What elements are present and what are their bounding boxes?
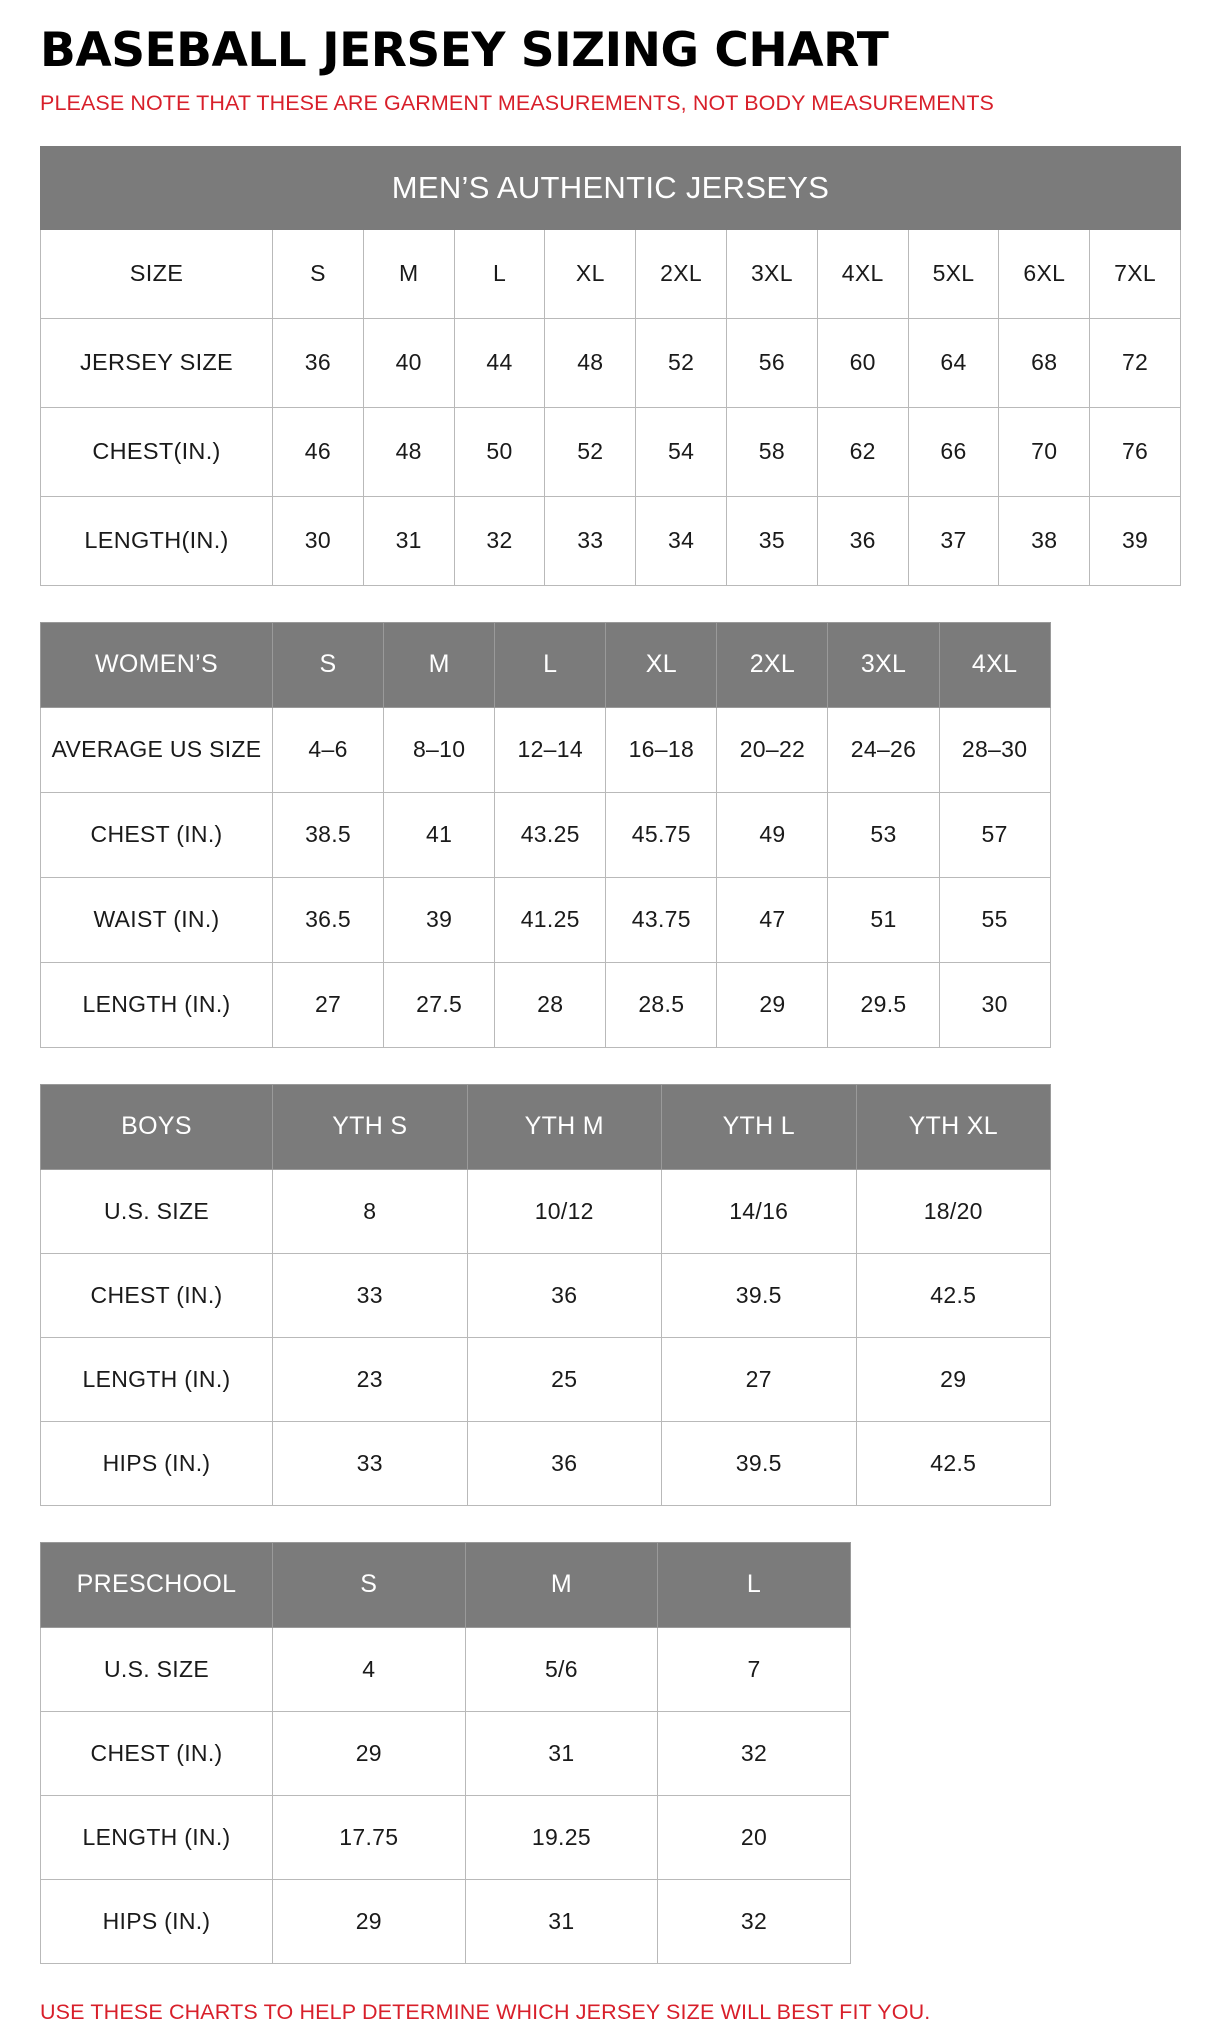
boys-cell: 23 <box>273 1337 468 1421</box>
table-row <box>41 1711 851 1795</box>
mens-col-m: M <box>363 229 454 318</box>
table-row <box>41 1421 1051 1505</box>
womens-cell: 8–10 <box>384 707 495 792</box>
boys-sizing-table <box>40 1084 1051 1506</box>
table-row <box>41 496 1181 585</box>
boys-cell: 36 <box>467 1421 662 1505</box>
preschool-row-label: CHEST (IN.) <box>41 1711 273 1795</box>
preschool-cell: 31 <box>465 1879 658 1963</box>
table-row <box>41 1627 851 1711</box>
womens-cell: 41.25 <box>495 877 606 962</box>
table-row <box>41 877 1051 962</box>
womens-cell: 55 <box>939 877 1050 962</box>
preschool-cell: 19.25 <box>465 1795 658 1879</box>
womens-cell: 24–26 <box>828 707 939 792</box>
mens-col-2xl: 2XL <box>636 229 727 318</box>
boys-cell: 36 <box>467 1253 662 1337</box>
womens-cell: 57 <box>939 792 1050 877</box>
preschool-cell: 32 <box>658 1711 851 1795</box>
preschool-col-s: S <box>273 1542 466 1627</box>
mens-cell: 46 <box>273 407 364 496</box>
mens-cell: 36 <box>817 496 908 585</box>
womens-row-label: WAIST (IN.) <box>41 877 273 962</box>
womens-cell: 16–18 <box>606 707 717 792</box>
womens-col-m: M <box>384 622 495 707</box>
table-row <box>41 707 1051 792</box>
womens-cell: 43.75 <box>606 877 717 962</box>
womens-col-4xl: 4XL <box>939 622 1050 707</box>
table-row <box>41 1795 851 1879</box>
womens-col-s: S <box>273 622 384 707</box>
boys-cell: 14/16 <box>662 1169 857 1253</box>
table-row <box>41 792 1051 877</box>
womens-col-label: WOMEN’S <box>41 622 273 707</box>
table-row <box>41 318 1181 407</box>
womens-cell: 27.5 <box>384 962 495 1047</box>
boys-cell: 29 <box>856 1337 1051 1421</box>
mens-cell: 52 <box>636 318 727 407</box>
boys-row-label: HIPS (IN.) <box>41 1421 273 1505</box>
womens-col-l: L <box>495 622 606 707</box>
footer-note: USE THESE CHARTS TO HELP DETERMINE WHICH JERSEY SIZE WILL BEST FIT YOU. <box>40 1999 931 2024</box>
womens-cell: 29.5 <box>828 962 939 1047</box>
womens-cell: 27 <box>273 962 384 1047</box>
mens-header-row <box>41 229 1181 318</box>
measurement-note: PLEASE NOTE THAT THESE ARE GARMENT MEASUREMENTS, NOT BODY MEASUREMENTS <box>40 91 994 116</box>
boys-row-label: CHEST (IN.) <box>41 1253 273 1337</box>
preschool-row-label: U.S. SIZE <box>41 1627 273 1711</box>
preschool-cell: 32 <box>658 1879 851 1963</box>
preschool-header-row <box>41 1542 851 1627</box>
womens-cell: 28–30 <box>939 707 1050 792</box>
womens-cell: 36.5 <box>273 877 384 962</box>
mens-cell: 58 <box>726 407 817 496</box>
table-row <box>41 1337 1051 1421</box>
womens-col-2xl: 2XL <box>717 622 828 707</box>
boys-cell: 39.5 <box>662 1421 857 1505</box>
mens-cell: 54 <box>636 407 727 496</box>
womens-cell: 39 <box>384 877 495 962</box>
mens-cell: 36 <box>273 318 364 407</box>
preschool-col-l: L <box>658 1542 851 1627</box>
mens-cell: 34 <box>636 496 727 585</box>
mens-cell: 72 <box>1090 318 1181 407</box>
mens-cell: 31 <box>363 496 454 585</box>
mens-row-label: JERSEY SIZE <box>41 318 273 407</box>
boys-col-yth-xl: YTH XL <box>856 1084 1051 1169</box>
boys-cell: 27 <box>662 1337 857 1421</box>
preschool-cell: 4 <box>273 1627 466 1711</box>
mens-cell: 56 <box>726 318 817 407</box>
mens-col-7xl: 7XL <box>1090 229 1181 318</box>
womens-col-3xl: 3XL <box>828 622 939 707</box>
womens-cell: 28.5 <box>606 962 717 1047</box>
boys-cell: 25 <box>467 1337 662 1421</box>
preschool-cell: 20 <box>658 1795 851 1879</box>
womens-cell: 43.25 <box>495 792 606 877</box>
womens-cell: 20–22 <box>717 707 828 792</box>
mens-col-xl: XL <box>545 229 636 318</box>
boys-col-yth-m: YTH M <box>467 1084 662 1169</box>
mens-cell: 52 <box>545 407 636 496</box>
mens-cell: 62 <box>817 407 908 496</box>
preschool-cell: 31 <box>465 1711 658 1795</box>
boys-cell: 8 <box>273 1169 468 1253</box>
womens-cell: 41 <box>384 792 495 877</box>
womens-sizing-table <box>40 622 1051 1048</box>
mens-row-label: LENGTH(IN.) <box>41 496 273 585</box>
mens-col-6xl: 6XL <box>999 229 1090 318</box>
mens-col-size: SIZE <box>41 229 273 318</box>
mens-cell: 76 <box>1090 407 1181 496</box>
mens-cell: 35 <box>726 496 817 585</box>
mens-cell: 33 <box>545 496 636 585</box>
preschool-cell: 7 <box>658 1627 851 1711</box>
table-row <box>41 407 1181 496</box>
preschool-cell: 5/6 <box>465 1627 658 1711</box>
mens-cell: 70 <box>999 407 1090 496</box>
mens-cell: 60 <box>817 318 908 407</box>
boys-cell: 42.5 <box>856 1253 1051 1337</box>
preschool-row-label: LENGTH (IN.) <box>41 1795 273 1879</box>
mens-cell: 48 <box>545 318 636 407</box>
womens-row-label: LENGTH (IN.) <box>41 962 273 1047</box>
boys-col-yth-l: YTH L <box>662 1084 857 1169</box>
mens-col-s: S <box>273 229 364 318</box>
table-row <box>41 1169 1051 1253</box>
boys-col-yth-s: YTH S <box>273 1084 468 1169</box>
womens-cell: 30 <box>939 962 1050 1047</box>
mens-cell: 30 <box>273 496 364 585</box>
table-row <box>41 962 1051 1047</box>
womens-cell: 28 <box>495 962 606 1047</box>
preschool-cell: 29 <box>273 1711 466 1795</box>
boys-cell: 39.5 <box>662 1253 857 1337</box>
table-row <box>41 1879 851 1963</box>
mens-col-3xl: 3XL <box>726 229 817 318</box>
mens-cell: 68 <box>999 318 1090 407</box>
mens-cell: 39 <box>1090 496 1181 585</box>
womens-cell: 53 <box>828 792 939 877</box>
womens-cell: 38.5 <box>273 792 384 877</box>
boys-header-row <box>41 1084 1051 1169</box>
table-row <box>41 1253 1051 1337</box>
womens-cell: 29 <box>717 962 828 1047</box>
preschool-col-label: PRESCHOOL <box>41 1542 273 1627</box>
boys-cell: 18/20 <box>856 1169 1051 1253</box>
mens-cell: 40 <box>363 318 454 407</box>
womens-cell: 47 <box>717 877 828 962</box>
womens-row-label: CHEST (IN.) <box>41 792 273 877</box>
mens-row-label: CHEST(IN.) <box>41 407 273 496</box>
mens-col-5xl: 5XL <box>908 229 999 318</box>
womens-cell: 45.75 <box>606 792 717 877</box>
preschool-row-label: HIPS (IN.) <box>41 1879 273 1963</box>
boys-cell: 33 <box>273 1421 468 1505</box>
mens-banner-label: MEN’S AUTHENTIC JERSEYS <box>41 146 1181 229</box>
mens-col-l: L <box>454 229 545 318</box>
preschool-cell: 17.75 <box>273 1795 466 1879</box>
mens-cell: 44 <box>454 318 545 407</box>
preschool-col-m: M <box>465 1542 658 1627</box>
womens-header-row <box>41 622 1051 707</box>
womens-cell: 49 <box>717 792 828 877</box>
womens-cell: 4–6 <box>273 707 384 792</box>
boys-row-label: U.S. SIZE <box>41 1169 273 1253</box>
womens-cell: 12–14 <box>495 707 606 792</box>
womens-row-label: AVERAGE US SIZE <box>41 707 273 792</box>
mens-cell: 37 <box>908 496 999 585</box>
mens-cell: 66 <box>908 407 999 496</box>
womens-cell: 51 <box>828 877 939 962</box>
mens-cell: 50 <box>454 407 545 496</box>
mens-sizing-table <box>40 146 1181 586</box>
boys-col-label: BOYS <box>41 1084 273 1169</box>
preschool-cell: 29 <box>273 1879 466 1963</box>
mens-cell: 32 <box>454 496 545 585</box>
mens-banner-row <box>41 146 1181 229</box>
boys-cell: 33 <box>273 1253 468 1337</box>
boys-cell: 10/12 <box>467 1169 662 1253</box>
boys-row-label: LENGTH (IN.) <box>41 1337 273 1421</box>
womens-col-xl: XL <box>606 622 717 707</box>
boys-cell: 42.5 <box>856 1421 1051 1505</box>
mens-cell: 64 <box>908 318 999 407</box>
page-title: BASEBALL JERSEY SIZING CHART <box>40 23 889 78</box>
preschool-sizing-table <box>40 1542 851 1964</box>
mens-cell: 48 <box>363 407 454 496</box>
mens-cell: 38 <box>999 496 1090 585</box>
mens-col-4xl: 4XL <box>817 229 908 318</box>
